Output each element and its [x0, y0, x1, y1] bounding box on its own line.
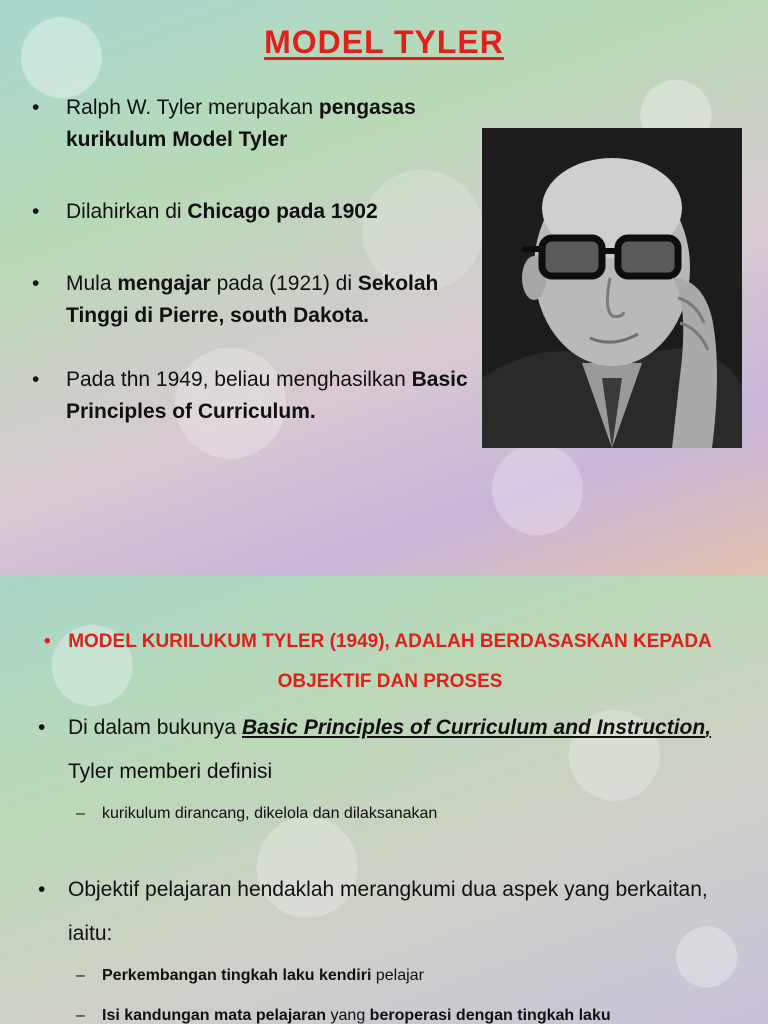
bullet-born: • Dilahirkan di Chicago pada 1902	[28, 196, 488, 228]
portrait-illustration	[482, 128, 742, 448]
bio-bullet-list	[28, 92, 488, 468]
slide-title: MODEL TYLER	[264, 24, 504, 60]
bullet-founder: • Ralph W. Tyler merupakan pengasas kurikulum Model Tyler	[28, 92, 488, 156]
slide-2	[0, 576, 768, 1024]
bullet-definition: • Di dalam bukunya Basic Principles of Curriculum and Instruction, Tyler memberi definisi	[28, 706, 748, 794]
bullet-book: • Pada thn 1949, beliau menghasilkan Basic Principles of Curriculum.	[28, 364, 488, 428]
book-title: Basic Principles of Curriculum and Instruction	[241, 716, 706, 739]
slide-2-body	[28, 706, 748, 1024]
slide-2-heading	[40, 622, 740, 702]
sub-aspect-2: – Isi kandungan mata pelajaran yang beroperasi dengan tingkah laku	[28, 1000, 748, 1024]
sub-aspect-1: – Perkembangan tingkah laku kendiri pelajar	[28, 960, 748, 992]
bullet-teaching: • Mula mengajar pada (1921) di Sekolah Tinggi di Pierre, south Dakota.	[28, 268, 488, 332]
heading-bullet: • MODEL KURILUKUM TYLER (1949), ADALAH BERDASASKAN KEPADA OBJEKTIF DAN PROSES	[40, 622, 740, 702]
bullet-objectives: • Objektif pelajaran hendaklah merangkumi dua aspek yang berkaitan, iaitu:	[28, 868, 748, 956]
portrait-photo	[482, 128, 742, 448]
sub-definition: – kurikulum dirancang, dikelola dan dilaksanakan	[28, 798, 748, 830]
